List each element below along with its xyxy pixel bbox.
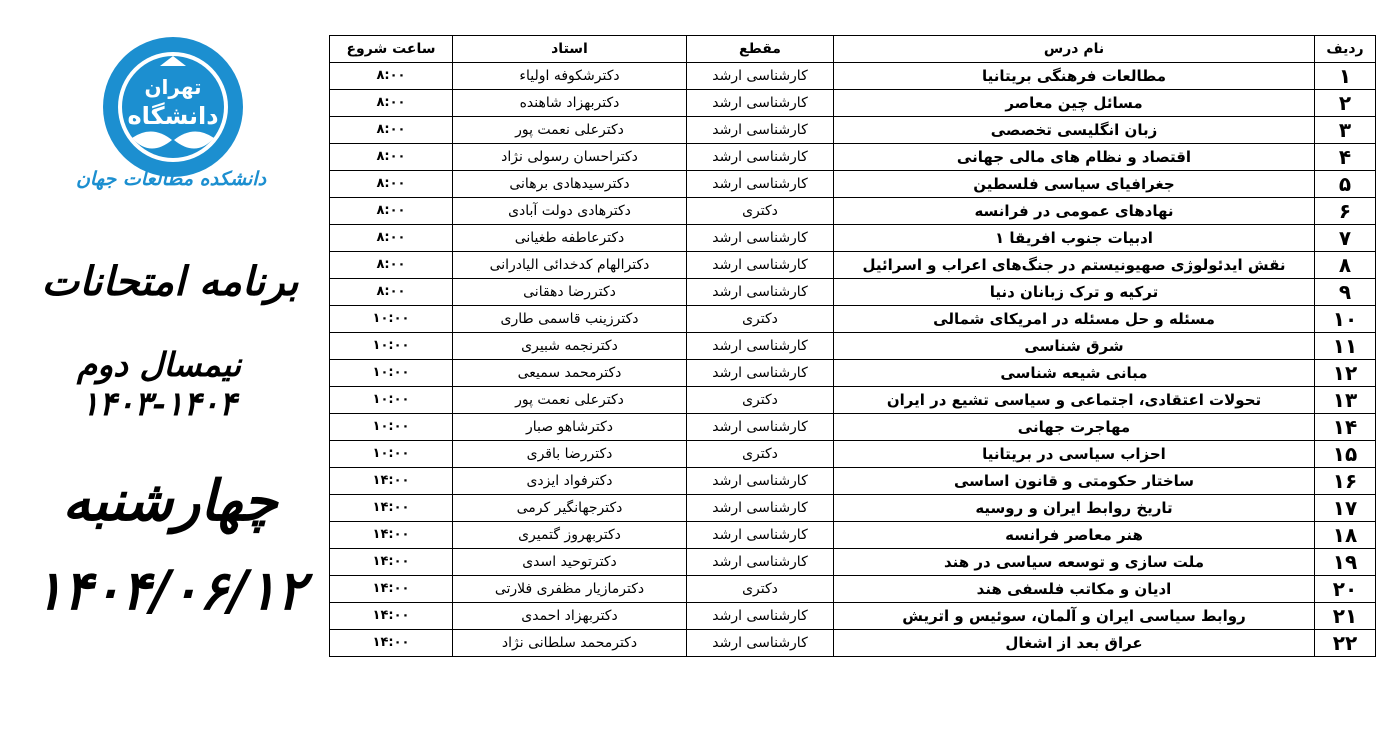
row-number-cell: ۱ <box>1315 63 1376 90</box>
level-cell: کارشناسی ارشد <box>687 495 834 522</box>
course-name-cell: ترکیه و ترک زبانان دنیا <box>834 279 1315 306</box>
course-name-cell: زبان انگلیسی تخصصی <box>834 117 1315 144</box>
level-cell: دکتری <box>687 387 834 414</box>
row-number-cell: ۱۷ <box>1315 495 1376 522</box>
level-cell: دکتری <box>687 441 834 468</box>
professor-cell: دکترتوحید اسدی <box>453 549 687 576</box>
level-cell: دکتری <box>687 306 834 333</box>
course-name-cell: اقتصاد و نظام های مالی جهانی <box>834 144 1315 171</box>
table-row <box>330 279 1376 306</box>
course-name-cell: نقش ایدئولوژی صهیونیستم در جنگ‌های اعراب و اسرائیل <box>834 252 1315 279</box>
level-cell: کارشناسی ارشد <box>687 549 834 576</box>
professor-cell: دکترعلی نعمت پور <box>453 117 687 144</box>
row-number-cell: ۲۰ <box>1315 576 1376 603</box>
level-cell: کارشناسی ارشد <box>687 225 834 252</box>
row-number-cell: ۱۹ <box>1315 549 1376 576</box>
professor-cell: دکتررضا دهقانی <box>453 279 687 306</box>
exam-date: ۱۴۰۴/۰۶/۱۲ <box>34 558 306 622</box>
professor-cell: دکترعلی نعمت پور <box>453 387 687 414</box>
start-time-cell: ۱۴:۰۰ <box>330 468 453 495</box>
row-number-cell: ۱۱ <box>1315 333 1376 360</box>
row-number-cell: ۸ <box>1315 252 1376 279</box>
course-name-cell: مطالعات فرهنگی بریتانیا <box>834 63 1315 90</box>
start-time-cell: ۱۴:۰۰ <box>330 576 453 603</box>
professor-cell: دکترجهانگیر کرمی <box>453 495 687 522</box>
start-time-cell: ۱۴:۰۰ <box>330 630 453 657</box>
course-name-cell: هنر معاصر فرانسه <box>834 522 1315 549</box>
professor-cell: دکترمازیار مظفری فلارتی <box>453 576 687 603</box>
professor-cell: دکترفواد ایزدی <box>453 468 687 495</box>
row-number-cell: ۲۱ <box>1315 603 1376 630</box>
table-row <box>330 306 1376 333</box>
table-row <box>330 252 1376 279</box>
row-number-cell: ۱۵ <box>1315 441 1376 468</box>
start-time-cell: ۸:۰۰ <box>330 63 453 90</box>
level-cell: کارشناسی ارشد <box>687 522 834 549</box>
row-number-cell: ۲۲ <box>1315 630 1376 657</box>
level-cell: کارشناسی ارشد <box>687 360 834 387</box>
course-name-cell: نهادهای عمومی در فرانسه <box>834 198 1315 225</box>
course-name-cell: مبانی شیعه شناسی <box>834 360 1315 387</box>
start-time-cell: ۸:۰۰ <box>330 225 453 252</box>
table-row <box>330 171 1376 198</box>
course-name-cell: روابط سیاسی ایران و آلمان، سوئیس و اتریش <box>834 603 1315 630</box>
table-row <box>330 90 1376 117</box>
professor-cell: دکترعاطفه طغیانی <box>453 225 687 252</box>
course-name-cell: احزاب سیاسی در بریتانیا <box>834 441 1315 468</box>
start-time-cell: ۱۰:۰۰ <box>330 387 453 414</box>
row-number-cell: ۴ <box>1315 144 1376 171</box>
table-row <box>330 387 1376 414</box>
professor-cell: دکترشاهو صبار <box>453 414 687 441</box>
row-number-cell: ۹ <box>1315 279 1376 306</box>
row-number-cell: ۱۰ <box>1315 306 1376 333</box>
row-number-cell: ۵ <box>1315 171 1376 198</box>
start-time-cell: ۱۴:۰۰ <box>330 522 453 549</box>
table-row <box>330 333 1376 360</box>
professor-cell: دکترنجمه شبیری <box>453 333 687 360</box>
level-cell: دکتری <box>687 576 834 603</box>
level-cell: کارشناسی ارشد <box>687 117 834 144</box>
level-cell: کارشناسی ارشد <box>687 468 834 495</box>
university-logo <box>102 36 244 178</box>
start-time-cell: ۸:۰۰ <box>330 252 453 279</box>
header-professor: استاد <box>453 36 687 63</box>
table-row <box>330 630 1376 657</box>
start-time-cell: ۱۰:۰۰ <box>330 414 453 441</box>
logo-line2: دانشگاه <box>127 102 219 130</box>
professor-cell: دکترمحمد سمیعی <box>453 360 687 387</box>
logo-line1: تهران <box>144 75 202 99</box>
level-cell: کارشناسی ارشد <box>687 63 834 90</box>
row-number-cell: ۷ <box>1315 225 1376 252</box>
row-number-cell: ۱۲ <box>1315 360 1376 387</box>
table-row <box>330 468 1376 495</box>
level-cell: کارشناسی ارشد <box>687 90 834 117</box>
course-name-cell: مسئله و حل مسئله در امریکای شمالی <box>834 306 1315 333</box>
row-number-cell: ۱۸ <box>1315 522 1376 549</box>
header-start-time: ساعت شروع <box>330 36 453 63</box>
level-cell: کارشناسی ارشد <box>687 144 834 171</box>
professor-cell: دکترسیدهادی برهانی <box>453 171 687 198</box>
table-row <box>330 576 1376 603</box>
row-number-cell: ۱۶ <box>1315 468 1376 495</box>
table-row <box>330 603 1376 630</box>
course-name-cell: ساختار حکومتی و قانون اساسی <box>834 468 1315 495</box>
start-time-cell: ۱۰:۰۰ <box>330 441 453 468</box>
exam-schedule-table <box>329 35 1376 657</box>
row-number-cell: ۳ <box>1315 117 1376 144</box>
start-time-cell: ۱۴:۰۰ <box>330 549 453 576</box>
course-name-cell: شرق شناسی <box>834 333 1315 360</box>
professor-cell: دکترمحمد سلطانی نژاد <box>453 630 687 657</box>
professor-cell: دکترشکوفه اولیاء <box>453 63 687 90</box>
faculty-name: دانشکده مطالعات جهان <box>75 168 267 190</box>
table-row <box>330 198 1376 225</box>
table-row <box>330 225 1376 252</box>
start-time-cell: ۱۴:۰۰ <box>330 603 453 630</box>
course-name-cell: تحولات اعتقادی، اجتماعی و سیاسی تشیع در ایران <box>834 387 1315 414</box>
row-number-cell: ۱۳ <box>1315 387 1376 414</box>
start-time-cell: ۱۰:۰۰ <box>330 306 453 333</box>
course-name-cell: ادیان و مکاتب فلسفی هند <box>834 576 1315 603</box>
table-row <box>330 522 1376 549</box>
course-name-cell: جغرافیای سیاسی فلسطین <box>834 171 1315 198</box>
table-body <box>330 63 1376 657</box>
row-number-cell: ۲ <box>1315 90 1376 117</box>
university-emblem-icon <box>102 36 244 178</box>
professor-cell: دکترالهام کدخدائی الیادرانی <box>453 252 687 279</box>
professor-cell: دکتربهروز گتمیری <box>453 522 687 549</box>
header-level: مقطع <box>687 36 834 63</box>
exam-schedule-title: برنامه امتحانات <box>41 258 299 305</box>
professor-cell: دکترزینب قاسمی طاری <box>453 306 687 333</box>
start-time-cell: ۸:۰۰ <box>330 279 453 306</box>
level-cell: کارشناسی ارشد <box>687 630 834 657</box>
row-number-cell: ۶ <box>1315 198 1376 225</box>
semester-title: نیمسال دوم ۱۴۰۴-۱۴۰۳ <box>76 345 242 423</box>
level-cell: کارشناسی ارشد <box>687 252 834 279</box>
course-name-cell: عراق بعد از اشغال <box>834 630 1315 657</box>
header-course-name: نام درس <box>834 36 1315 63</box>
table-row <box>330 414 1376 441</box>
table-row <box>330 495 1376 522</box>
header-row-number: ردیف <box>1315 36 1376 63</box>
course-name-cell: مهاجرت جهانی <box>834 414 1315 441</box>
start-time-cell: ۸:۰۰ <box>330 198 453 225</box>
level-cell: کارشناسی ارشد <box>687 333 834 360</box>
start-time-cell: ۱۰:۰۰ <box>330 333 453 360</box>
professor-cell: دکترهادی دولت آبادی <box>453 198 687 225</box>
level-cell: دکتری <box>687 198 834 225</box>
table-header-row <box>330 36 1376 63</box>
level-cell: کارشناسی ارشد <box>687 279 834 306</box>
table-row <box>330 117 1376 144</box>
start-time-cell: ۱۴:۰۰ <box>330 495 453 522</box>
table-row <box>330 360 1376 387</box>
course-name-cell: ادبیات جنوب افریقا ۱ <box>834 225 1315 252</box>
course-name-cell: ملت سازی و توسعه سیاسی در هند <box>834 549 1315 576</box>
professor-cell: دکتررضا باقری <box>453 441 687 468</box>
professor-cell: دکتراحسان رسولی نژاد <box>453 144 687 171</box>
level-cell: کارشناسی ارشد <box>687 171 834 198</box>
professor-cell: دکتربهزاد شاهنده <box>453 90 687 117</box>
level-cell: کارشناسی ارشد <box>687 603 834 630</box>
exam-day: چهارشنبه <box>62 468 278 534</box>
course-name-cell: تاریخ روابط ایران و روسیه <box>834 495 1315 522</box>
table-row <box>330 144 1376 171</box>
table-row <box>330 441 1376 468</box>
start-time-cell: ۸:۰۰ <box>330 90 453 117</box>
professor-cell: دکتربهزاد احمدی <box>453 603 687 630</box>
start-time-cell: ۱۰:۰۰ <box>330 360 453 387</box>
table-row <box>330 549 1376 576</box>
table-row <box>330 63 1376 90</box>
start-time-cell: ۸:۰۰ <box>330 117 453 144</box>
level-cell: کارشناسی ارشد <box>687 414 834 441</box>
start-time-cell: ۸:۰۰ <box>330 144 453 171</box>
start-time-cell: ۸:۰۰ <box>330 171 453 198</box>
row-number-cell: ۱۴ <box>1315 414 1376 441</box>
course-name-cell: مسائل چین معاصر <box>834 90 1315 117</box>
